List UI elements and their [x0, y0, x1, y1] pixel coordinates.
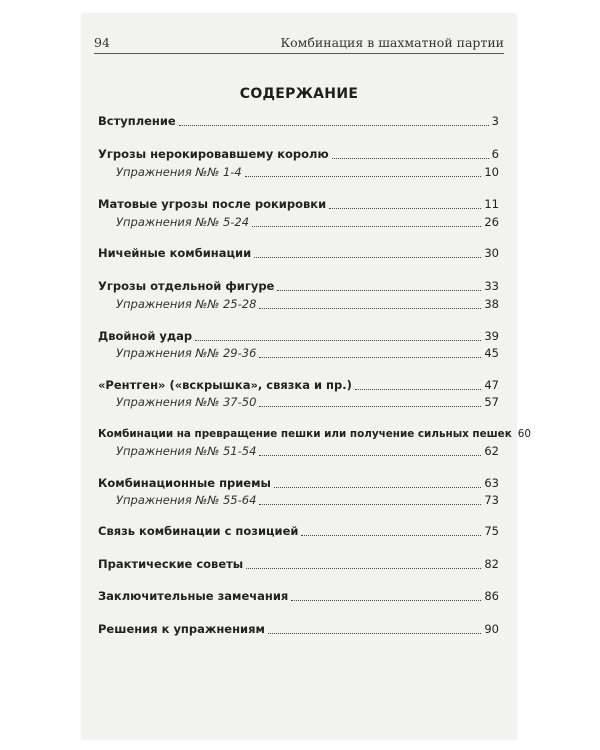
toc-entry-title: Заключительные замечания [98, 589, 289, 603]
leader-dots [329, 207, 481, 209]
toc-entry [98, 112, 499, 128]
toc-entry-title: «Рентген» («вскрышка», связка и пр.) [98, 378, 352, 392]
toc-entry-title: Упражнения №№ 51-54 [116, 444, 257, 458]
leader-dots [259, 454, 481, 456]
toc-entry [98, 195, 499, 211]
toc-entry-title: Решения к упражнениям [98, 622, 265, 636]
leader-dots [259, 405, 481, 407]
toc-subentry [116, 213, 499, 229]
leader-dots [259, 307, 481, 309]
toc-entry-title: Комбинации на превращение пешки или получение сильных пешек [98, 428, 512, 440]
leader-dots [332, 157, 489, 159]
toc-entry [98, 244, 499, 260]
leader-dots [254, 256, 481, 258]
toc-subentry [116, 491, 499, 507]
leader-dots [252, 225, 481, 227]
toc-entry-title: Упражнения №№ 37-50 [116, 395, 257, 409]
toc-entry [98, 145, 499, 161]
toc-entry-title: Упражнения №№ 29-36 [116, 346, 257, 360]
toc-entry-page: 62 [484, 444, 499, 458]
page-number: 94 [94, 35, 110, 50]
toc-entry-page: 33 [484, 279, 499, 293]
leader-dots [268, 632, 482, 634]
leader-dots [245, 175, 482, 177]
toc-entry-title: Упражнения №№ 5-24 [116, 215, 250, 229]
toc-entry [98, 327, 499, 343]
leader-dots [277, 289, 481, 291]
leader-dots [179, 124, 489, 126]
toc-entry [98, 277, 499, 293]
toc-entry-page: 11 [484, 197, 499, 211]
leader-dots [259, 503, 481, 505]
toc-entry-page: 86 [484, 589, 499, 603]
toc-entry-title: Угрозы отдельной фигуре [98, 279, 275, 293]
toc-subentry [116, 295, 499, 311]
toc-entry-page: 45 [484, 346, 499, 360]
toc-entry [98, 474, 499, 490]
leader-dots [301, 534, 481, 536]
book-page [82, 14, 532, 739]
toc-entry-page: 6 [491, 147, 499, 161]
toc-entry-page: 30 [484, 246, 499, 260]
toc-entry-title: Связь комбинации с позицией [98, 524, 299, 538]
toc-entry-page: 90 [484, 622, 499, 636]
leader-dots [355, 388, 482, 390]
toc-entry-page: 3 [491, 114, 499, 128]
running-title: Комбинация в шахматной партии [280, 35, 504, 50]
toc-entry [98, 425, 532, 441]
toc-subentry [116, 163, 499, 179]
toc-subentry [116, 344, 499, 360]
toc-entry-page: 60 [517, 428, 532, 440]
toc-entry-page: 39 [484, 329, 499, 343]
toc-entry [98, 376, 499, 392]
toc-entry-page: 38 [484, 297, 499, 311]
leader-dots [291, 599, 481, 601]
toc-entry-title: Матовые угрозы после рокировки [98, 197, 327, 211]
table-of-contents [82, 14, 532, 739]
toc-entry-page: 57 [484, 395, 499, 409]
toc-title: СОДЕРЖАНИЕ [239, 86, 359, 102]
toc-entry [98, 587, 499, 603]
toc-entry-title: Упражнения №№ 1-4 [116, 165, 242, 179]
leader-dots [246, 567, 481, 569]
toc-entry-title: Практические советы [98, 557, 244, 571]
toc-entry-page: 75 [484, 524, 499, 538]
toc-entry-title: Вступление [98, 114, 176, 128]
toc-entry-page: 63 [484, 476, 499, 490]
toc-entry-title: Угрозы нерокировавшему королю [98, 147, 329, 161]
toc-entry-title: Упражнения №№ 55-64 [116, 493, 257, 507]
toc-entry-page: 10 [484, 165, 499, 179]
toc-subentry [116, 442, 499, 458]
toc-entry-title: Ничейные комбинации [98, 246, 252, 260]
toc-entry-page: 82 [484, 557, 499, 571]
toc-entry [98, 620, 499, 636]
toc-entry-page: 73 [484, 493, 499, 507]
leader-dots [195, 339, 481, 341]
toc-entry-page: 47 [484, 378, 499, 392]
toc-entry-page: 26 [484, 215, 499, 229]
leader-dots [259, 356, 481, 358]
toc-subentry [116, 393, 499, 409]
toc-entry [98, 522, 499, 538]
toc-entry [98, 555, 499, 571]
toc-entry-title: Двойной удар [98, 329, 193, 343]
toc-entry-title: Комбинационные приемы [98, 476, 271, 490]
toc-entry-title: Упражнения №№ 25-28 [116, 297, 257, 311]
leader-dots [274, 486, 481, 488]
